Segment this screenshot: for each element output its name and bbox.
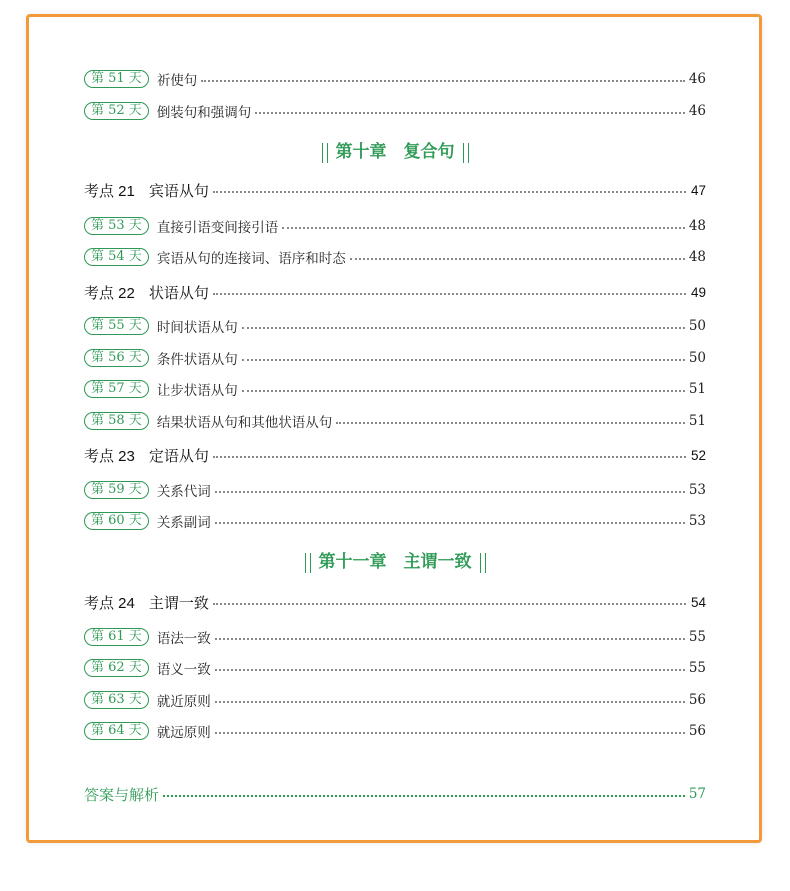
toc-entry-kaodian-22[interactable] — [84, 281, 706, 303]
chapter-bar-right — [480, 553, 486, 573]
dot-leader — [215, 693, 685, 703]
day-badge: 第 53 天 — [84, 217, 149, 235]
dot-leader — [201, 72, 685, 82]
chapter-title: 第十一章 主谓一致 — [318, 552, 472, 572]
page-number: 46 — [688, 103, 706, 119]
dot-leader — [213, 285, 686, 295]
day-badge: 第 57 天 — [84, 380, 149, 398]
entry-title: 就近原则 — [156, 694, 211, 710]
chapter-heading-10 — [0, 139, 790, 165]
day-badge: 第 64 天 — [84, 722, 149, 740]
toc-entry-lesson-63[interactable] — [84, 689, 706, 711]
day-badge: 第 55 天 — [84, 317, 149, 335]
entry-title: 宾语从句 — [148, 182, 209, 200]
entry-title: 倒装句和强调句 — [156, 105, 252, 121]
day-badge: 第 54 天 — [84, 248, 149, 266]
entry-title: 让步状语从句 — [156, 383, 238, 399]
day-badge: 第 60 天 — [84, 512, 149, 530]
page-number: 51 — [688, 381, 706, 397]
entry-title: 时间状语从句 — [156, 320, 238, 336]
toc-entry-kaodian-21[interactable] — [84, 179, 706, 201]
entry-title: 状语从句 — [148, 284, 209, 302]
page-number: 46 — [688, 71, 706, 87]
kaodian-label: 考点 23 — [84, 447, 135, 465]
page-number: 57 — [688, 786, 706, 802]
toc-entry-lesson-56[interactable] — [84, 347, 706, 369]
toc-entry-lesson-54[interactable] — [84, 246, 706, 268]
entry-title: 答案与解析 — [84, 786, 160, 804]
dot-leader — [163, 787, 685, 797]
entry-title: 宾语从句的连接词、语序和时态 — [156, 251, 346, 267]
kaodian-label: 考点 22 — [84, 284, 135, 302]
toc-entry-lesson-55[interactable] — [84, 315, 706, 337]
toc-entry-lesson-52[interactable] — [84, 100, 706, 122]
entry-title: 主谓一致 — [148, 594, 209, 612]
dot-leader — [255, 104, 685, 114]
day-badge: 第 61 天 — [84, 628, 149, 646]
day-badge: 第 58 天 — [84, 412, 149, 430]
day-badge: 第 56 天 — [84, 349, 149, 367]
toc-entry-answers[interactable] — [84, 783, 706, 805]
dot-leader — [336, 414, 685, 424]
entry-title: 语法一致 — [156, 631, 211, 647]
page-number: 50 — [688, 350, 706, 366]
entry-title: 关系副词 — [156, 515, 211, 531]
page-number: 52 — [690, 447, 706, 463]
dot-leader — [215, 661, 685, 671]
page-number: 49 — [690, 284, 706, 300]
page-number: 48 — [688, 218, 706, 234]
chapter-heading-11 — [0, 549, 790, 575]
entry-title: 就远原则 — [156, 725, 211, 741]
toc-entry-kaodian-24[interactable] — [84, 591, 706, 613]
kaodian-label: 考点 24 — [84, 594, 135, 612]
dot-leader — [215, 724, 685, 734]
entry-title: 直接引语变间接引语 — [156, 220, 279, 236]
entry-title: 结果状语从句和其他状语从句 — [156, 415, 333, 431]
dot-leader — [242, 351, 685, 361]
page-number: 50 — [688, 318, 706, 334]
entry-title: 关系代词 — [156, 484, 211, 500]
entry-title: 语义一致 — [156, 662, 211, 678]
dot-leader — [213, 595, 686, 605]
chapter-title: 第十章 复合句 — [335, 142, 455, 162]
toc-entry-lesson-61[interactable] — [84, 626, 706, 648]
toc-entry-lesson-58[interactable] — [84, 410, 706, 432]
toc-entry-lesson-51[interactable] — [84, 68, 706, 90]
page-number: 55 — [688, 629, 706, 645]
page-number: 56 — [688, 692, 706, 708]
day-badge: 第 63 天 — [84, 691, 149, 709]
entry-title: 定语从句 — [148, 447, 209, 465]
entry-title: 条件状语从句 — [156, 352, 238, 368]
page-number: 51 — [688, 413, 706, 429]
entry-title: 祈使句 — [156, 73, 198, 89]
dot-leader — [215, 483, 685, 493]
dot-leader — [350, 250, 685, 260]
page-number: 53 — [688, 513, 706, 529]
page-number: 54 — [690, 594, 706, 610]
chapter-bar-left — [305, 553, 311, 573]
day-badge: 第 51 天 — [84, 70, 149, 88]
day-badge: 第 52 天 — [84, 102, 149, 120]
dot-leader — [213, 183, 686, 193]
day-badge: 第 59 天 — [84, 481, 149, 499]
page-number: 53 — [688, 482, 706, 498]
page-number: 48 — [688, 249, 706, 265]
dot-leader — [213, 448, 686, 458]
dot-leader — [242, 319, 685, 329]
page-number: 56 — [688, 723, 706, 739]
page-number: 47 — [690, 182, 706, 198]
toc-entry-lesson-57[interactable] — [84, 378, 706, 400]
page-number: 55 — [688, 660, 706, 676]
dot-leader — [282, 219, 685, 229]
dot-leader — [215, 514, 685, 524]
toc-entry-kaodian-23[interactable] — [84, 444, 706, 466]
chapter-bar-right — [463, 143, 469, 163]
chapter-bar-left — [322, 143, 328, 163]
toc-entry-lesson-64[interactable] — [84, 720, 706, 742]
dot-leader — [242, 382, 685, 392]
day-badge: 第 62 天 — [84, 659, 149, 677]
toc-entry-lesson-60[interactable] — [84, 510, 706, 532]
kaodian-label: 考点 21 — [84, 182, 135, 200]
toc-entry-lesson-62[interactable] — [84, 657, 706, 679]
toc-entry-lesson-59[interactable] — [84, 479, 706, 501]
toc-entry-lesson-53[interactable] — [84, 215, 706, 237]
dot-leader — [215, 630, 685, 640]
